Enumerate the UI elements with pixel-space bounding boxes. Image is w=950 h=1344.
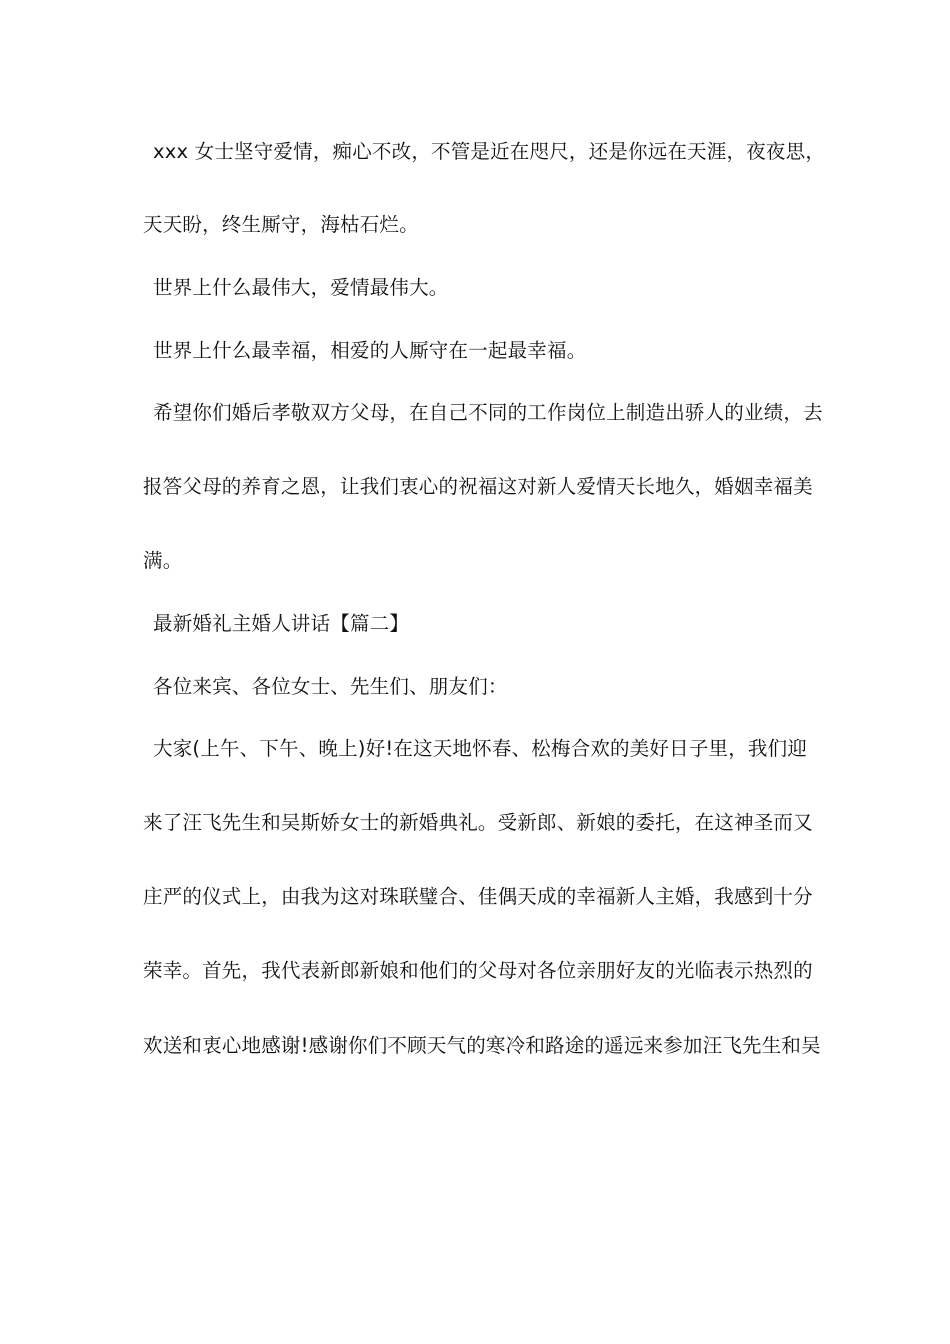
- paragraph-line: 庄严的仪式上，由我为这对珠联璧合、佳偶天成的幸福新人主婚，我感到十分: [143, 885, 813, 908]
- paragraph-line: 大家(上午、下午、晚上)好!在这天地怀春、松梅合欢的美好日子里，我们迎: [153, 737, 808, 760]
- paragraph-line: 欢送和衷心地感谢!感谢你们不顾天气的寒冷和路途的遥远来参加汪飞先生和吴: [143, 1034, 821, 1057]
- paragraph-line: xxx 女士坚守爱情，痴心不改，不管是近在咫尺，还是你远在天涯，夜夜思，: [153, 140, 826, 163]
- paragraph-line: 世界上什么最伟大，爱情最伟大。: [153, 276, 449, 299]
- section-heading: 最新婚礼主婚人讲话【篇二】: [153, 612, 410, 635]
- paragraph-line: 报答父母的养育之恩，让我们衷心的祝福这对新人爱情天长地久，婚姻幸福美: [143, 475, 813, 498]
- paragraph-line: 世界上什么最幸福，相爱的人厮守在一起最幸福。: [153, 339, 587, 362]
- paragraph-line: 天天盼，终生厮守，海枯石烂。: [143, 213, 419, 236]
- paragraph-line: 荣幸。首先，我代表新郎新娘和他们的父母对各位亲朋好友的光临表示热烈的: [143, 959, 813, 982]
- paragraph-line: 来了汪飞先生和吴斯娇女士的新婚典礼。受新郎、新娘的委托，在这神圣而又: [143, 811, 813, 834]
- paragraph-line: 各位来宾、各位女士、先生们、朋友们：: [153, 675, 508, 698]
- paragraph-line: 希望你们婚后孝敬双方父母，在自己不同的工作岗位上制造出骄人的业绩，去: [153, 401, 823, 424]
- paragraph-line: 满。: [143, 549, 183, 572]
